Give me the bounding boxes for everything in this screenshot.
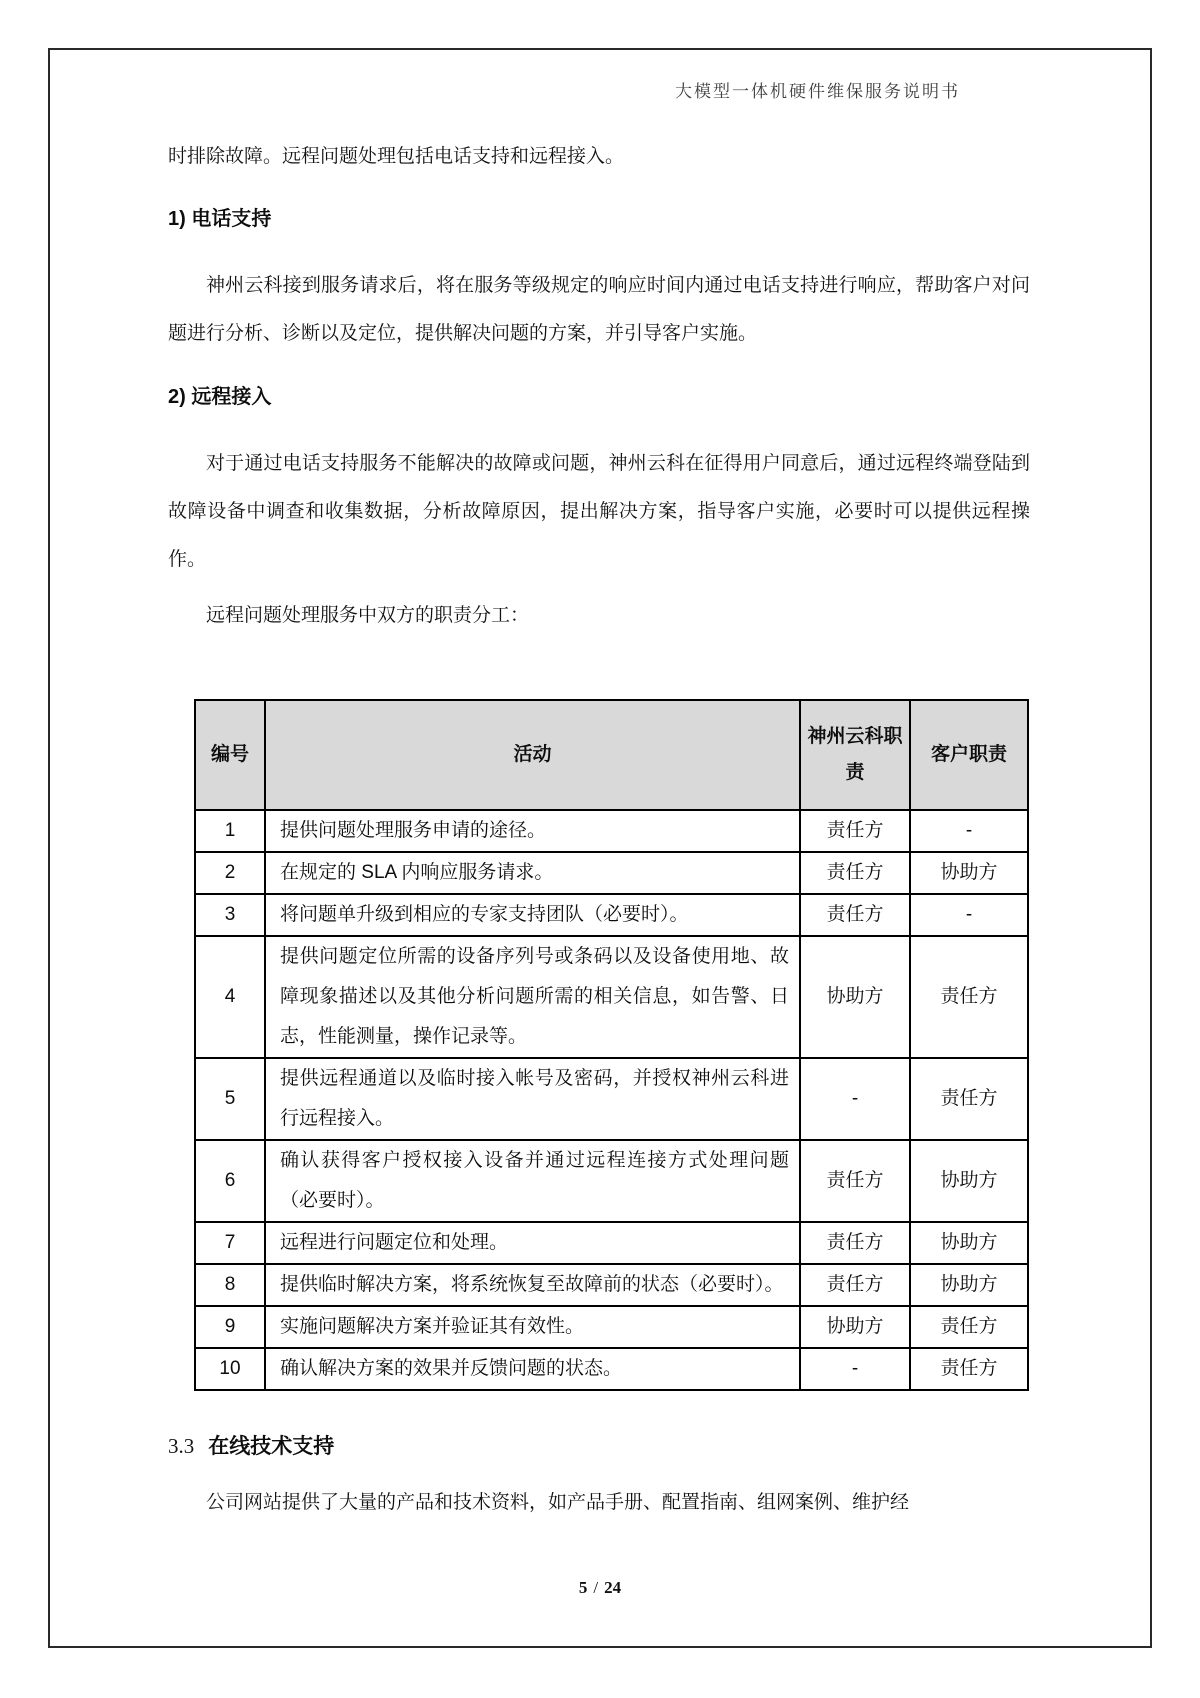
table-cell-activity: 提供远程通道以及临时接入帐号及密码，并授权神州云科进行远程接入。 <box>265 1058 800 1140</box>
table-cell-activity: 提供问题处理服务申请的途径。 <box>265 810 800 852</box>
section-heading-phone-support: 1) 电话支持 <box>168 208 272 230</box>
table-cell-no: 1 <box>195 810 265 852</box>
table-cell-customer: 责任方 <box>910 1058 1028 1140</box>
table-cell-vendor: 责任方 <box>800 1222 910 1264</box>
responsibility-table <box>194 699 1029 1391</box>
intro-paragraph: 时排除故障。远程问题处理包括电话支持和远程接入。 <box>168 146 625 167</box>
table-cell-no: 9 <box>195 1306 265 1348</box>
responsibility-table-body <box>195 810 1028 1390</box>
table-cell-customer: 协助方 <box>910 852 1028 894</box>
table-row <box>195 1140 1028 1222</box>
table-cell-vendor: - <box>800 1058 910 1140</box>
table-cell-no: 6 <box>195 1140 265 1222</box>
section-title: 在线技术支持 <box>208 1435 335 1458</box>
table-cell-no: 10 <box>195 1348 265 1390</box>
footer-page-number <box>0 1578 1200 1598</box>
remote-access-paragraph: 对于通过电话支持服务不能解决的故障或问题，神州云科在征得用户同意后，通过远程终端登陆到故障设备中调查和收集数据，分析故障原因，提出解决方案，指导客户实施，必要时可以提供远程操作。 <box>168 453 1030 570</box>
page-separator: / <box>593 1578 599 1597</box>
col-header-activity: 活动 <box>265 700 800 810</box>
col-header-customer-duty: 客户职责 <box>910 700 1028 810</box>
table-cell-activity: 提供问题定位所需的设备序列号或条码以及设备使用地、故障现象描述以及其他分析问题所需的相关信息，如告警、日志，性能测量，操作记录等。 <box>265 936 800 1058</box>
table-cell-vendor: 责任方 <box>800 1140 910 1222</box>
table-cell-activity: 实施问题解决方案并验证其有效性。 <box>265 1306 800 1348</box>
table-row <box>195 936 1028 1058</box>
col-header-vendor-duty: 神州云科职责 <box>800 700 910 810</box>
table-cell-vendor: 责任方 <box>800 852 910 894</box>
table-cell-activity: 在规定的 SLA 内响应服务请求。 <box>265 852 800 894</box>
table-cell-vendor: 责任方 <box>800 1264 910 1306</box>
table-cell-customer: 责任方 <box>910 936 1028 1058</box>
table-cell-activity: 确认获得客户授权接入设备并通过远程连接方式处理问题（必要时）。 <box>265 1140 800 1222</box>
table-cell-no: 7 <box>195 1222 265 1264</box>
table-leadin-paragraph: 远程问题处理服务中双方的职责分工： <box>206 605 530 626</box>
table-row <box>195 852 1028 894</box>
document-header-title: 大模型一体机硬件维保服务说明书 <box>675 82 960 101</box>
table-row <box>195 1306 1028 1348</box>
col-header-number: 编号 <box>195 700 265 810</box>
table-cell-customer: 协助方 <box>910 1140 1028 1222</box>
table-cell-customer: 责任方 <box>910 1348 1028 1390</box>
section-heading-online-support <box>168 1431 1030 1462</box>
section-number: 3.3 <box>168 1434 195 1458</box>
table-cell-vendor: 责任方 <box>800 894 910 936</box>
phone-support-paragraph: 神州云科接到服务请求后，将在服务等级规定的响应时间内通过电话支持进行响应，帮助客户对问题进行分析、诊断以及定位，提供解决问题的方案，并引导客户实施。 <box>168 275 1030 344</box>
table-cell-activity: 确认解决方案的效果并反馈问题的状态。 <box>265 1348 800 1390</box>
table-cell-customer: 协助方 <box>910 1222 1028 1264</box>
table-cell-customer: - <box>910 810 1028 852</box>
table-row <box>195 1222 1028 1264</box>
table-cell-no: 2 <box>195 852 265 894</box>
online-support-paragraph: 公司网站提供了大量的产品和技术资料，如产品手册、配置指南、组网案例、维护经 <box>206 1492 910 1513</box>
table-cell-vendor: - <box>800 1348 910 1390</box>
total-pages: 24 <box>604 1578 622 1597</box>
table-cell-customer: - <box>910 894 1028 936</box>
table-cell-no: 4 <box>195 936 265 1058</box>
table-cell-vendor: 协助方 <box>800 1306 910 1348</box>
table-cell-customer: 协助方 <box>910 1264 1028 1306</box>
page-content <box>168 0 1030 1535</box>
current-page: 5 <box>578 1578 588 1597</box>
table-cell-no: 3 <box>195 894 265 936</box>
section-heading-remote-access: 2) 远程接入 <box>168 386 272 408</box>
table-row <box>195 1348 1028 1390</box>
table-cell-activity: 提供临时解决方案，将系统恢复至故障前的状态（必要时）。 <box>265 1264 800 1306</box>
table-row <box>195 810 1028 852</box>
table-cell-vendor: 协助方 <box>800 936 910 1058</box>
table-row <box>195 1264 1028 1306</box>
table-cell-no: 8 <box>195 1264 265 1306</box>
table-cell-customer: 责任方 <box>910 1306 1028 1348</box>
table-cell-activity: 远程进行问题定位和处理。 <box>265 1222 800 1264</box>
table-row <box>195 1058 1028 1140</box>
table-cell-activity: 将问题单升级到相应的专家支持团队（必要时）。 <box>265 894 800 936</box>
table-row <box>195 894 1028 936</box>
table-header-row <box>195 700 1028 810</box>
table-cell-no: 5 <box>195 1058 265 1140</box>
table-cell-vendor: 责任方 <box>800 810 910 852</box>
